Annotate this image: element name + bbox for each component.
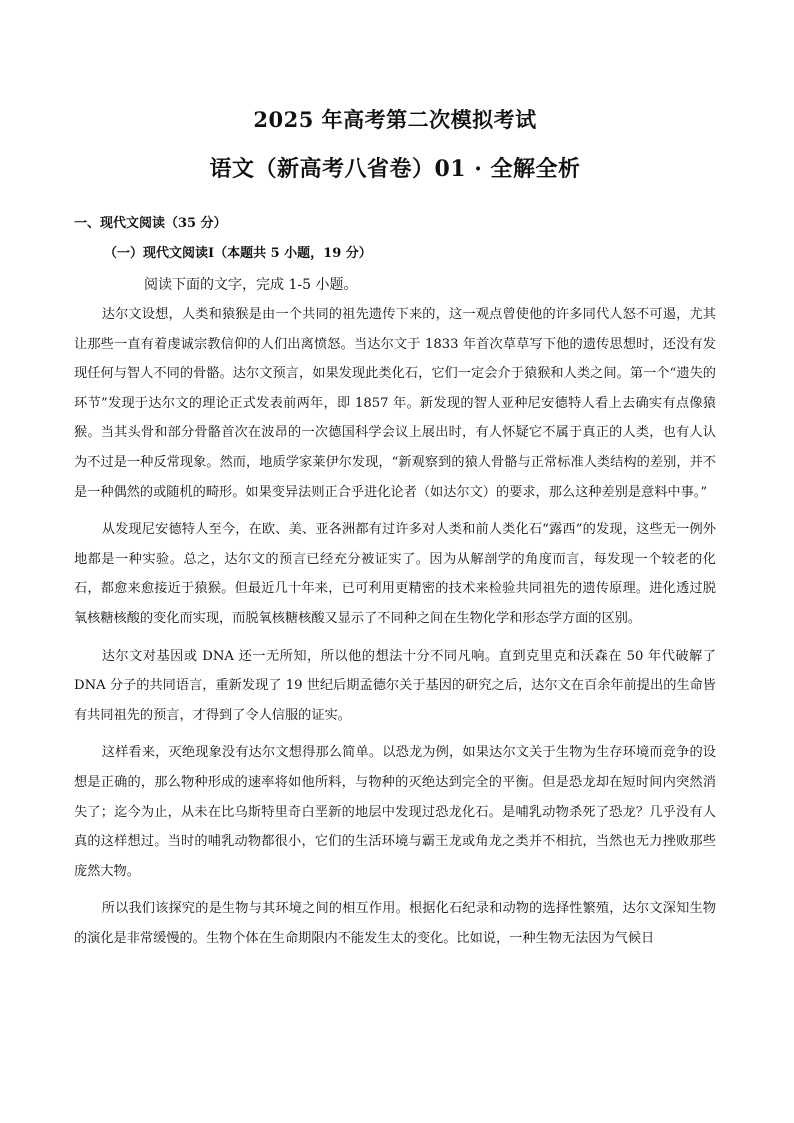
paragraph: 达尔文设想，人类和猿猴是由一个共同的祖先遗传下来的，这一观点曾使他的许多同代人怒不可遏，尤其让那些一直有着虔诚宗教信仰的人们出离愤怒。当达尔文于 1833 年首次草草写下他的遗传思想时，还没有发现任何与智人不同的骨骼。达尔文预言，如果发现此类化石，它们一定会介于猿猴和人类之间。第一个“遗失的环节”发现于达尔文的理论正式发表前两年，即 1857 年。新发现的智人亚种尼安德特人看上去确实有点像猿猴。当其头骨和部分骨骼首次在波昂的一次德国科学会议上展出时，有人怀疑它不属于真正的人类，也有人认为不过是一种反常现象。然而，地质学家莱伊尔发现，“新观察到的猿人骨骼与正常标准人类结构的差别，并不是一种偶然的或随机的畸形。如果变异法则正合乎进化论者（如达尔文）的要求，那么这种差别是意料中事。”	[74, 307, 716, 500]
paragraph: 所以我们该探究的是生物与其环境之间的相互作用。根据化石纪录和动物的选择性繁殖，达尔文深知生物的演化是非常缓慢的。生物个体在生命期限内不能发生太的变化。比如说，一种生物无法因为气候日	[74, 901, 716, 946]
reading-instruction: 阅读下面的文字，完成 1-5 小题。	[144, 277, 358, 293]
paragraph: 从发现尼安德特人至今，在欧、美、亚各洲都有过许多对人类和前人类化石“露西”的发现，这些无一例外地都是一种实验。总之，达尔文的预言已经充分被证实了。因为从解剖学的角度而言，每发现一个较老的化石，都愈来愈接近于猿猴。但最近几十年来，已可利用更精密的技术来检验共同祖先的遗传原理。进化透过脱氧核糖核酸的变化而实现，而脱氧核糖核酸又显示了不同种之间在生物化学和形态学方面的区别。	[74, 522, 716, 626]
paragraph: 这样看来，灭绝现象没有达尔文想得那么简单。以恐龙为例，如果达尔文关于生物为生存环境而竞争的设想是正确的，那么物种形成的速率将如他所料，与物种的灭绝达到完全的平衡。但是恐龙却在短时间内突然消失了；迄今为止，从未在比乌斯特里奇白垩新的地层中发现过恐龙化石。是哺乳动物杀死了恐龙？几乎没有人真的这样想过。当时的哺乳动物都很小，它们的生活环境与霸王龙或角龙之类并不相抗，当然也无力挫败那些庞然大物。	[74, 745, 716, 879]
subsection-heading: （一）现代文阅读Ⅰ（本题共 5 小题，19 分）	[104, 246, 372, 261]
document-title: 2025 年高考第二次模拟考试	[253, 107, 537, 132]
section-heading: 一、现代文阅读（35 分）	[74, 216, 227, 231]
paragraph: 达尔文对基因或 DNA 还一无所知，所以他的想法十分不同凡响。直到克里克和沃森在 50 年代破解了 DNA 分子的共同语言，重新发现了 19 世纪后期孟德尔关于基因的研究之后，达尔文在百余年前提出的生命皆有共同祖先的预言，才得到了令人信服的证实。	[74, 648, 716, 723]
document-subtitle: 语文（新高考八省卷）01 · 全解全析	[209, 156, 581, 182]
